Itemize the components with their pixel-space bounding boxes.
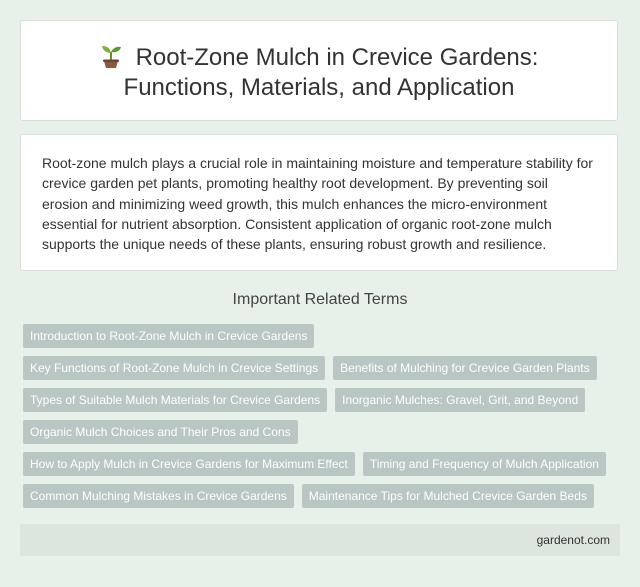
term-tag[interactable]: Inorganic Mulches: Gravel, Grit, and Beyond xyxy=(335,388,585,412)
title-line-2: Functions, Materials, and Application xyxy=(123,74,515,101)
summary-card xyxy=(20,134,618,271)
sprout-icon xyxy=(100,44,122,68)
site-link[interactable]: gardenot.com xyxy=(536,533,610,547)
footer xyxy=(20,524,620,556)
related-terms-heading: Important Related Terms xyxy=(232,291,408,308)
term-tag[interactable]: Key Functions of Root-Zone Mulch in Crevice Settings xyxy=(23,356,325,380)
term-row xyxy=(23,356,623,380)
term-tag[interactable]: Maintenance Tips for Mulched Crevice Garden Beds xyxy=(302,484,594,508)
term-tag[interactable]: How to Apply Mulch in Crevice Gardens for Maximum Effect xyxy=(23,452,355,476)
page-title xyxy=(21,43,617,103)
term-tag[interactable]: Types of Suitable Mulch Materials for Crevice Gardens xyxy=(23,388,327,412)
title-line-1: Root-Zone Mulch in Crevice Gardens: xyxy=(135,44,539,71)
term-tag[interactable]: Introduction to Root-Zone Mulch in Crevice Gardens xyxy=(23,324,314,348)
term-row xyxy=(23,452,623,476)
term-row xyxy=(23,324,623,348)
term-row xyxy=(23,484,623,508)
related-terms-list xyxy=(23,324,623,516)
term-tag[interactable]: Organic Mulch Choices and Their Pros and Cons xyxy=(23,420,298,444)
summary-text: Root-zone mulch plays a crucial role in maintaining moisture and temperature stability for crevice garden pet plants, promoting healthy root development. By preventing soil erosion and minimizing weed growth, this mulch enhances the micro-environment essential for nutrient absorption. Consistent application of organic root-zone mulch supports the unique needs of these plants, ensuring robust growth and resilience. xyxy=(42,155,593,253)
term-row xyxy=(23,420,623,444)
term-tag[interactable]: Timing and Frequency of Mulch Application xyxy=(363,452,606,476)
term-tag[interactable]: Common Mulching Mistakes in Crevice Gardens xyxy=(23,484,294,508)
title-card xyxy=(20,20,618,121)
term-tag[interactable]: Benefits of Mulching for Crevice Garden Plants xyxy=(333,356,596,380)
term-row xyxy=(23,388,623,412)
